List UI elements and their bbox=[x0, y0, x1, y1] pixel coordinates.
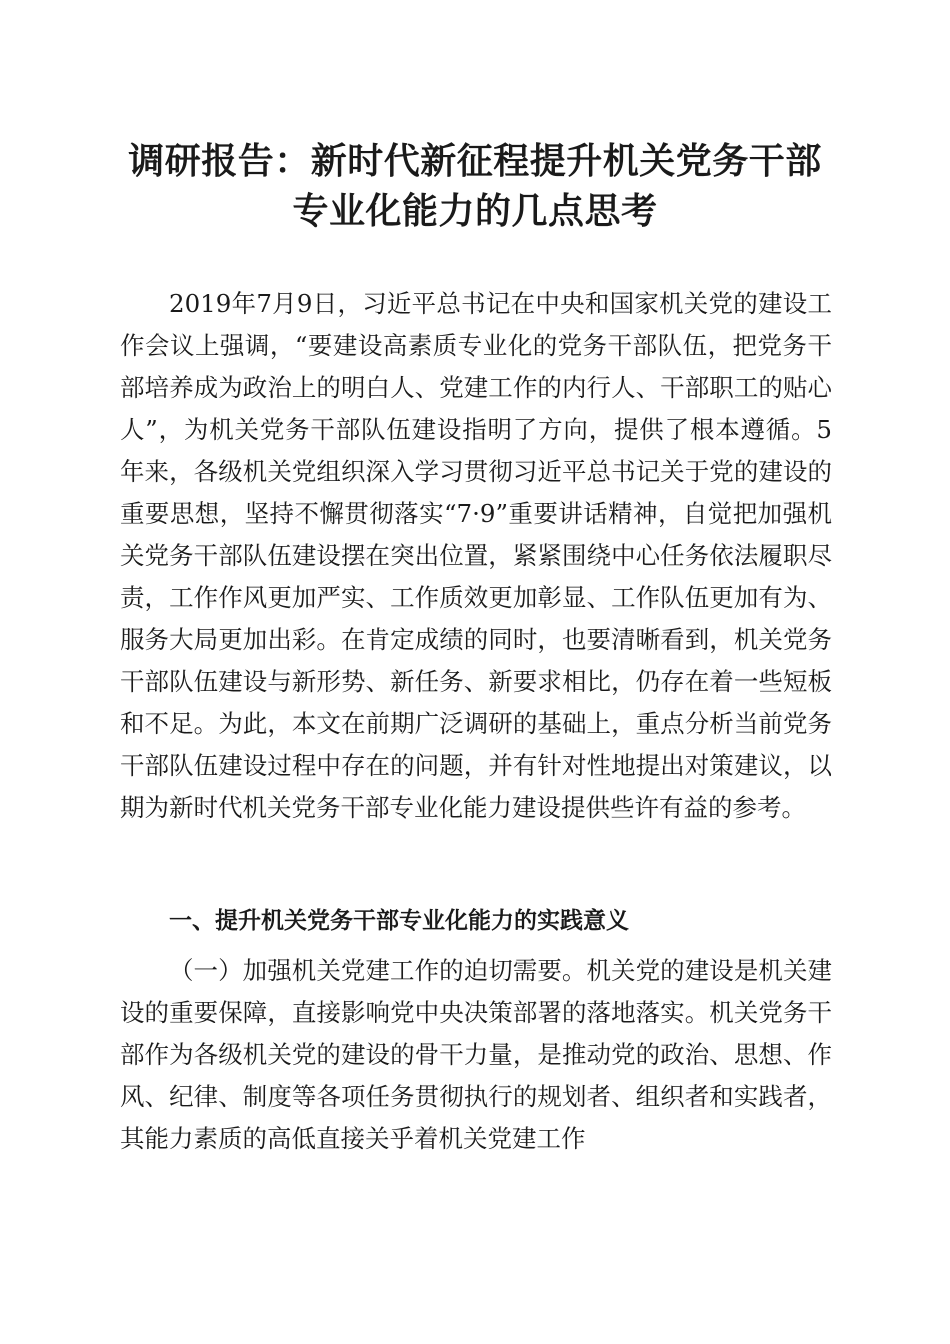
subsection-paragraph bbox=[120, 950, 832, 1160]
subsection-text: 机关党的建设是机关建设的重要保障，直接影响党中央决策部署的落地落实。机关党务干部作为各级机关党的建设的骨干力量，是推动党的政治、思想、作风、纪律、制度等各项任务贯彻执行的规划者、组织者和实践者，其能力素质的高低直接关乎着机关党建工作 bbox=[120, 956, 833, 1153]
document-title: 调研报告：新时代新征程提升机关党务干部专业化能力的几点思考 bbox=[128, 140, 822, 232]
section-heading: 一、提升机关党务干部专业化能力的实践意义 bbox=[169, 908, 629, 934]
intro-paragraph: 2019年7月9日，习近平总书记在中央和国家机关党的建设工作会议上强调，“要建设高素质专业化的党务干部队伍，把党务干部培养成为政治上的明白人、党建工作的内行人、干部职工的贴心人”，为机关党务干部队伍建设指明了方向，提供了根本遵循。5年来，各级机关党组织深入学习贯彻习近平总书记关于党的建设的重要思想，坚持不懈贯彻落实“7·9”重要讲话精神，自觉把加强机关党务干部队伍建设摆在突出位置，紧紧围绕中心任务依法履职尽责，工作作风更加严实、工作质效更加彰显、工作队伍更加有为、服务大局更加出彩。在肯定成绩的同时，也要清晰看到，机关党务干部队伍建设与新形势、新任务、新要求相比，仍存在着一些短板和不足。为此，本文在前期广泛调研的基础上，重点分析当前党务干部队伍建设过程中存在的问题，并有针对性地提出对策建议，以期为新时代机关党务干部专业化能力建设提供些许有益的参考。 bbox=[120, 289, 832, 822]
subsection-lead: （一）加强机关党建工作的迫切需要。 bbox=[169, 956, 587, 985]
